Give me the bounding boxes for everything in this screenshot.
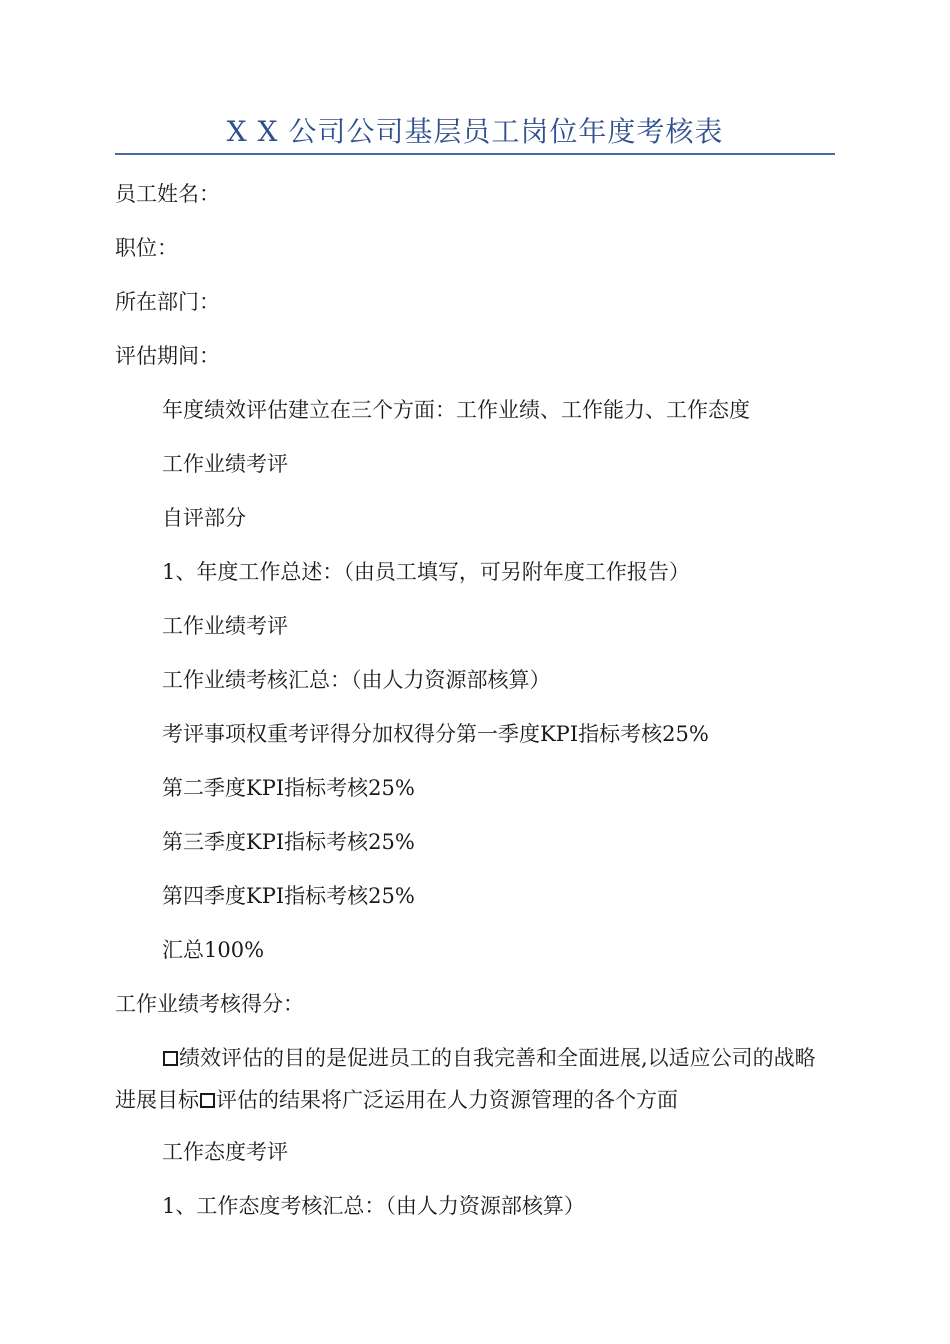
section-attitude-review: 工作态度考评 <box>162 1140 288 1164</box>
section-performance-review: 工作业绩考评 <box>162 452 288 476</box>
employee-name-label: 员工姓名： <box>115 182 220 206</box>
department-label: 所在部门： <box>115 290 220 314</box>
title-underline <box>115 153 835 155</box>
annual-summary-item: 1、年度工作总述：（由员工填写，可另附年度工作报告） <box>162 560 690 584</box>
position-label: 职位： <box>115 236 178 260</box>
attitude-summary-heading: 1、工作态度考核汇总：（由人力资源部核算） <box>162 1194 585 1218</box>
table-row-q4: 第四季度KPI指标考核25% <box>162 884 415 908</box>
table-row-total: 汇总100% <box>162 938 265 962</box>
table-row-q3: 第三季度KPI指标考核25% <box>162 830 415 854</box>
performance-summary-heading: 工作业绩考核汇总：（由人力资源部核算） <box>162 668 551 692</box>
intro-text: 年度绩效评估建立在三个方面：工作业绩、工作能力、工作态度 <box>162 398 750 422</box>
section-performance-review-2: 工作业绩考评 <box>162 614 288 638</box>
checkbox-square-icon <box>163 1051 178 1066</box>
purpose-paragraph <box>115 1037 835 1121</box>
performance-score-label: 工作业绩考核得分： <box>115 992 304 1016</box>
evaluation-period-label: 评估期间： <box>115 344 220 368</box>
section-self-evaluation: 自评部分 <box>162 506 246 530</box>
table-row-q2: 第二季度KPI指标考核25% <box>162 776 415 800</box>
table-row-q1: 考评事项权重考评得分加权得分第一季度KPI指标考核25% <box>162 722 709 746</box>
purpose-text-1: 绩效评估的目的是促进员工的自我完善和全面进展,以适应公司的战略进展目标 <box>115 1046 816 1112</box>
document-title: X X 公司公司基层员工岗位年度考核表 <box>226 115 724 148</box>
purpose-text-2: 评估的结果将广泛运用在人力资源管理的各个方面 <box>216 1088 678 1112</box>
checkbox-square-icon <box>200 1093 215 1108</box>
